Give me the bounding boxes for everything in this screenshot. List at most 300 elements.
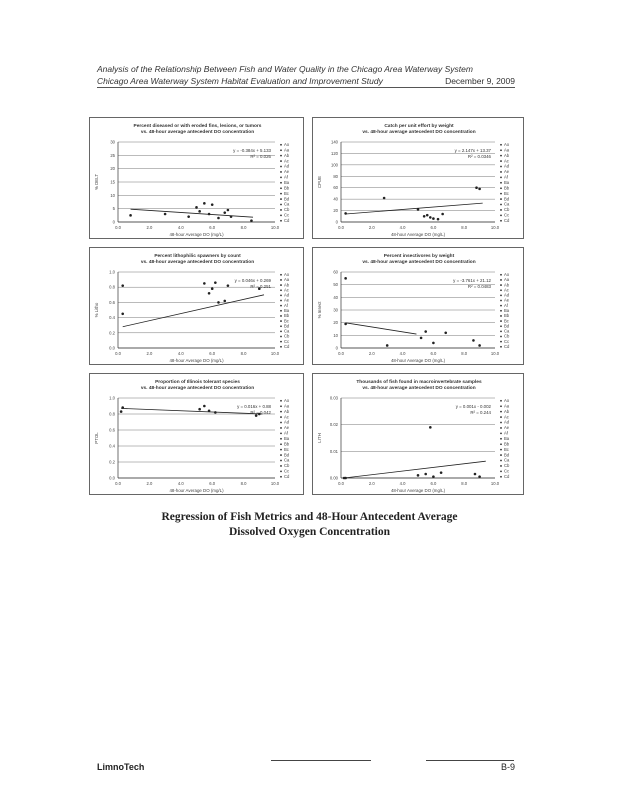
legend-entry: Ca	[504, 457, 510, 463]
legend-entry: Bc	[504, 318, 509, 324]
regression-equation: y = -0.384x + 5.133	[233, 148, 271, 153]
y-tick-label: 20	[333, 320, 338, 326]
legend-entry: Ac	[284, 414, 289, 420]
y-tick-label: 140	[331, 139, 338, 145]
data-point	[424, 330, 427, 333]
regression-r2: R² = 0.0346	[467, 154, 491, 159]
data-point	[208, 410, 211, 413]
x-tick-label: 8.0	[240, 225, 247, 230]
y-tick-label: 0.2	[109, 459, 115, 465]
footer-page-number: B-9	[500, 762, 515, 772]
regression-r2: R² = 0.042	[250, 410, 271, 415]
legend-entry: Ac	[284, 158, 289, 164]
data-point	[417, 208, 420, 211]
x-axis-label: 48-hour Average DO (mg/L)	[390, 232, 446, 237]
legend-entry: Af	[504, 430, 508, 436]
legend-entry: Af	[284, 174, 288, 180]
legend-marker	[280, 400, 282, 402]
legend-marker	[500, 416, 502, 418]
data-point	[121, 406, 124, 409]
trendline	[344, 461, 486, 478]
legend-entry: Ac	[504, 414, 509, 420]
data-point	[344, 277, 347, 280]
data-point	[217, 301, 220, 304]
legend-entry: Ae	[284, 425, 290, 431]
legend-marker	[280, 160, 282, 162]
legend-marker	[500, 411, 502, 413]
legend-marker	[500, 289, 502, 291]
data-point	[227, 209, 230, 212]
legend-entry: Bb	[504, 441, 510, 447]
data-point	[227, 284, 230, 287]
caption-line-1: Regression of Fish Metrics and 48-Hour Antecedent Average	[161, 511, 458, 523]
legend-marker	[500, 279, 502, 281]
footer-rule-right	[426, 760, 514, 761]
data-point	[129, 214, 132, 217]
y-tick-label: 0.4	[109, 315, 115, 321]
legend-entry: Ab	[504, 152, 510, 158]
x-tick-label: 2.0	[146, 481, 153, 486]
legend-marker	[500, 149, 502, 151]
legend-marker	[500, 274, 502, 276]
y-tick-label: 0.00	[329, 475, 338, 481]
data-point	[121, 313, 124, 316]
data-point	[423, 215, 426, 218]
legend-marker	[280, 294, 282, 296]
regression-equation: y = -3.761x + 21.12	[453, 278, 491, 283]
data-point	[217, 217, 220, 220]
legend-marker	[280, 320, 282, 322]
legend-entry: Ab	[284, 408, 290, 414]
legend-entry: Bd	[284, 196, 290, 202]
legend-marker	[500, 300, 502, 302]
chart-subtitle: vs. 48-hour average antecedent DO concentration	[140, 260, 255, 265]
legend-marker	[280, 422, 282, 424]
legend-marker	[500, 310, 502, 312]
legend-marker	[500, 182, 502, 184]
legend-marker	[280, 176, 282, 178]
legend-marker	[500, 336, 502, 338]
legend-entry: Ao	[504, 142, 510, 147]
legend-entry: Cc	[284, 338, 290, 344]
x-axis-label: 48-hour Average DO (mg/L)	[169, 488, 224, 493]
x-tick-label: 8.0	[461, 225, 468, 230]
data-point	[198, 408, 201, 411]
regression-equation: y = 0.016x + 0.88	[237, 404, 271, 409]
data-point	[475, 186, 478, 189]
legend-entry: Bb	[504, 313, 510, 319]
chart-subtitle: vs. 48-hour average antecedent DO concentration	[140, 130, 255, 135]
legend-marker	[280, 204, 282, 206]
legend-marker	[500, 454, 502, 456]
data-point	[121, 284, 124, 287]
y-tick-label: 80	[333, 173, 338, 179]
legend-entry: Ae	[504, 425, 510, 431]
legend-entry: Ca	[504, 328, 510, 334]
legend-marker	[280, 310, 282, 312]
legend-marker	[280, 465, 282, 467]
legend-marker	[280, 305, 282, 307]
legend-marker	[280, 405, 282, 407]
x-tick-label: 2.0	[146, 225, 153, 230]
legend-entry: Bd	[504, 323, 510, 329]
y-tick-label: 10	[110, 192, 115, 198]
x-tick-label: 4.0	[399, 225, 406, 230]
data-point	[344, 477, 347, 480]
chart-svg-ptol	[90, 374, 305, 496]
legend-entry: Cc	[504, 212, 510, 218]
regression-r2: R² = 0.244	[470, 410, 491, 415]
chart-title: Percent diseased or with eroded fins, lesions, or tumors	[133, 124, 262, 129]
data-point	[478, 188, 481, 191]
data-point	[444, 332, 447, 335]
legend-marker	[500, 427, 502, 429]
chart-subtitle: vs. 48-hour average antecedent DO concentration	[362, 130, 476, 135]
y-axis-label: PTOL	[94, 432, 99, 444]
data-point	[187, 215, 190, 218]
legend-entry: Ab	[284, 152, 290, 158]
chart-svg-cpue	[313, 118, 525, 240]
legend-entry: Af	[284, 430, 288, 436]
legend-entry: Bb	[284, 313, 290, 319]
legend-marker	[500, 198, 502, 200]
data-point	[223, 211, 226, 214]
y-tick-label: 60	[333, 269, 338, 275]
legend-marker	[500, 465, 502, 467]
y-tick-label: 120	[331, 150, 338, 156]
legend-entry: Ac	[504, 158, 509, 164]
legend-marker	[500, 341, 502, 343]
header-study-title: Chicago Area Waterway System Habitat Evaluation and Improvement Study	[97, 76, 383, 86]
regression-equation: y = 0.046x + 0.269	[234, 278, 271, 283]
legend-marker	[500, 315, 502, 317]
y-axis-label: % Insect	[317, 301, 322, 319]
y-tick-label: 0.6	[109, 299, 115, 305]
data-point	[164, 213, 167, 216]
legend-marker	[500, 438, 502, 440]
data-point	[211, 287, 214, 290]
y-tick-label: 30	[110, 139, 115, 145]
legend-marker	[280, 346, 282, 348]
chart-subtitle: vs. 48-hour average antecedent DO concentration	[362, 260, 476, 265]
data-point	[198, 210, 201, 213]
legend-marker	[500, 294, 502, 296]
legend-marker	[280, 454, 282, 456]
legend-marker	[500, 220, 502, 222]
legend-marker	[280, 187, 282, 189]
x-tick-label: 8.0	[461, 481, 468, 486]
trendline	[346, 203, 483, 214]
legend-entry: Bd	[504, 196, 510, 202]
legend-marker	[500, 330, 502, 332]
data-point	[208, 213, 211, 216]
legend-marker	[280, 449, 282, 451]
legend-marker	[280, 300, 282, 302]
legend-entry: Ca	[284, 328, 290, 334]
data-point	[441, 213, 444, 216]
data-point	[214, 411, 217, 414]
data-point	[429, 216, 432, 219]
legend-marker	[500, 346, 502, 348]
y-tick-label: 5	[112, 206, 115, 212]
x-axis-label: 48-hour Average DO (mg/L)	[390, 358, 446, 363]
data-point	[344, 212, 347, 215]
header-report-title: Analysis of the Relationship Between Fish and Water Quality in the Chicago Area Waterway System	[97, 64, 473, 74]
x-tick-label: 0.0	[338, 481, 344, 486]
x-tick-label: 2.0	[368, 351, 375, 356]
legend-entry: Aa	[284, 147, 290, 153]
legend-entry: Ba	[504, 180, 510, 185]
legend-marker	[500, 400, 502, 402]
legend-marker	[280, 460, 282, 462]
legend-entry: Cb	[284, 333, 290, 339]
legend-entry: Cd	[284, 474, 290, 479]
chart-panel-insect	[312, 247, 524, 365]
legend-marker	[500, 209, 502, 211]
y-tick-label: 20	[333, 208, 338, 214]
legend-marker	[280, 198, 282, 200]
trendline	[121, 408, 262, 414]
x-tick-label: 6.0	[430, 351, 437, 356]
footer-rule-left	[271, 760, 371, 761]
legend-entry: Bb	[284, 185, 290, 191]
legend-marker	[500, 432, 502, 434]
legend-marker	[280, 214, 282, 216]
chart-svg-lith	[313, 374, 525, 496]
y-tick-label: 1.0	[109, 395, 115, 401]
x-tick-label: 4.0	[399, 481, 406, 486]
legend-marker	[500, 443, 502, 445]
legend-entry: Bc	[504, 446, 509, 452]
legend-entry: Cc	[284, 468, 290, 474]
x-tick-label: 2.0	[368, 481, 375, 486]
legend-marker	[280, 166, 282, 168]
chart-panel-cpue	[312, 117, 524, 239]
legend-marker	[500, 460, 502, 462]
legend-entry: Cc	[504, 468, 510, 474]
legend-entry: Ca	[504, 201, 510, 207]
legend-marker	[280, 330, 282, 332]
x-tick-label: 8.0	[461, 351, 468, 356]
y-tick-label: 60	[333, 185, 338, 191]
legend-entry: Ad	[284, 292, 290, 298]
legend-marker	[280, 220, 282, 222]
legend-entry: Af	[504, 302, 508, 308]
regression-r2: R² = 0.0483	[467, 284, 491, 289]
legend-entry: Ab	[504, 408, 510, 414]
legend-entry: Ao	[284, 272, 290, 277]
legend-entry: Cb	[284, 463, 290, 469]
data-point	[478, 344, 481, 347]
x-tick-label: 4.0	[177, 225, 184, 230]
data-point	[214, 281, 217, 284]
y-axis-label: % Litho	[94, 302, 99, 318]
legend-entry: Ba	[284, 180, 290, 185]
y-tick-label: 0.0	[109, 345, 115, 351]
y-tick-label: 0	[335, 219, 338, 225]
y-tick-label: 50	[333, 282, 338, 288]
regression-equation: y = 2.147x + 13.37	[454, 148, 491, 153]
data-point	[432, 342, 435, 345]
legend-marker	[280, 144, 282, 146]
footer-company: LimnoTech	[97, 762, 145, 772]
y-tick-label: 0.01	[329, 448, 338, 454]
x-axis-label: 48-hour Average DO (mg/L)	[169, 232, 224, 237]
legend-entry: Cc	[284, 212, 290, 218]
data-point	[424, 473, 427, 476]
y-tick-label: 15	[110, 179, 115, 185]
legend-entry: Bd	[284, 452, 290, 458]
legend-marker	[280, 149, 282, 151]
x-tick-label: 4.0	[177, 481, 184, 486]
legend-marker	[280, 209, 282, 211]
legend-entry: Ae	[504, 297, 510, 303]
data-point	[437, 218, 440, 221]
y-tick-label: 0.03	[329, 395, 338, 401]
data-point	[474, 473, 477, 476]
legend-entry: Cd	[284, 344, 290, 349]
y-tick-label: 1.0	[109, 269, 115, 275]
legend-entry: Bd	[504, 452, 510, 458]
legend-marker	[280, 470, 282, 472]
legend-marker	[280, 432, 282, 434]
legend-entry: Cb	[504, 207, 510, 213]
legend-entry: Aa	[504, 403, 510, 409]
y-tick-label: 25	[110, 152, 115, 158]
trendline	[131, 209, 253, 217]
y-tick-label: 0.8	[109, 284, 115, 290]
legend-entry: Bc	[284, 446, 289, 452]
x-axis-label: 48-hour Average DO (mg/L)	[169, 358, 224, 363]
y-tick-label: 0.4	[109, 443, 115, 449]
y-tick-label: 40	[333, 196, 338, 202]
legend-marker	[500, 449, 502, 451]
legend-entry: Ad	[284, 163, 290, 169]
x-tick-label: 0.0	[115, 481, 121, 486]
legend-marker	[500, 422, 502, 424]
legend-marker	[500, 166, 502, 168]
legend-entry: Cb	[504, 333, 510, 339]
x-tick-label: 0.0	[338, 225, 344, 230]
legend-marker	[500, 160, 502, 162]
legend-entry: Ba	[284, 436, 290, 441]
chart-panel-ptol	[89, 373, 304, 495]
legend-entry: Ab	[504, 282, 510, 288]
legend-marker	[280, 427, 282, 429]
data-point	[440, 471, 443, 474]
chart-title: Catch per unit effort by weight	[384, 124, 454, 129]
legend-entry: Ao	[504, 272, 510, 277]
chart-panel-lith	[312, 373, 524, 495]
y-tick-label: 20	[110, 166, 115, 172]
x-tick-label: 6.0	[209, 225, 216, 230]
legend-entry: Ae	[284, 169, 290, 175]
legend-entry: Aa	[504, 147, 510, 153]
x-tick-label: 10.0	[490, 351, 500, 356]
data-point	[472, 339, 475, 342]
data-point	[223, 300, 226, 303]
x-tick-label: 2.0	[368, 225, 375, 230]
data-point	[420, 337, 423, 340]
legend-entry: Aa	[284, 403, 290, 409]
chart-subtitle: vs. 48-hour average antecedent DO concentration	[362, 386, 476, 391]
chart-panel-litho	[89, 247, 304, 365]
chart-title: Percent insectivores by weight	[383, 254, 455, 259]
legend-entry: Af	[504, 174, 508, 180]
y-tick-label: 0	[335, 345, 338, 351]
chart-title: Proportion of Illinois tolerant species	[155, 380, 240, 385]
y-tick-label: 10	[333, 332, 338, 338]
legend-marker	[280, 193, 282, 195]
x-tick-label: 6.0	[209, 481, 216, 486]
trendline	[346, 323, 417, 334]
legend-entry: Ad	[504, 419, 510, 425]
legend-entry: Bb	[504, 185, 510, 191]
y-tick-label: 40	[333, 294, 338, 300]
data-point	[432, 217, 435, 220]
legend-entry: Ac	[504, 287, 509, 293]
legend-entry: Ca	[284, 457, 290, 463]
data-point	[250, 219, 253, 222]
x-tick-label: 0.0	[338, 351, 344, 356]
x-tick-label: 6.0	[430, 225, 437, 230]
header-date: December 9, 2009	[445, 76, 515, 86]
data-point	[230, 215, 233, 218]
figure-caption	[0, 510, 619, 540]
legend-entry: Aa	[504, 277, 510, 283]
data-point	[203, 282, 206, 285]
legend-entry: Bb	[284, 441, 290, 447]
data-point	[432, 475, 435, 478]
header-divider	[97, 87, 515, 88]
chart-title: Thousands of fish found in macroinvertebrate samples	[356, 380, 482, 385]
y-tick-label: 0	[112, 219, 115, 225]
chart-panel-delt	[89, 117, 304, 239]
legend-entry: Cb	[284, 207, 290, 213]
x-tick-label: 4.0	[399, 351, 406, 356]
legend-marker	[500, 171, 502, 173]
legend-entry: Bc	[284, 318, 289, 324]
legend-entry: Bd	[284, 323, 290, 329]
chart-svg-delt	[90, 118, 305, 240]
legend-entry: Ao	[284, 398, 290, 403]
x-tick-label: 6.0	[430, 481, 437, 486]
legend-entry: Cd	[504, 474, 510, 479]
legend-entry: Ab	[284, 282, 290, 288]
legend-marker	[500, 193, 502, 195]
legend-marker	[280, 341, 282, 343]
legend-marker	[280, 274, 282, 276]
legend-entry: Cd	[504, 344, 510, 349]
legend-marker	[500, 284, 502, 286]
y-tick-label: 0.6	[109, 427, 115, 433]
data-point	[417, 474, 420, 477]
legend-entry: Cd	[504, 218, 510, 223]
legend-marker	[500, 155, 502, 157]
y-tick-label: 0.02	[329, 422, 338, 428]
legend-marker	[280, 438, 282, 440]
y-axis-label: LITH	[317, 433, 322, 443]
legend-entry: Ad	[504, 163, 510, 169]
x-tick-label: 4.0	[177, 351, 184, 356]
legend-marker	[280, 284, 282, 286]
legend-marker	[280, 315, 282, 317]
legend-entry: Af	[284, 302, 288, 308]
data-point	[383, 197, 386, 200]
legend-entry: Ad	[504, 292, 510, 298]
y-tick-label: 30	[333, 307, 338, 313]
legend-marker	[280, 279, 282, 281]
